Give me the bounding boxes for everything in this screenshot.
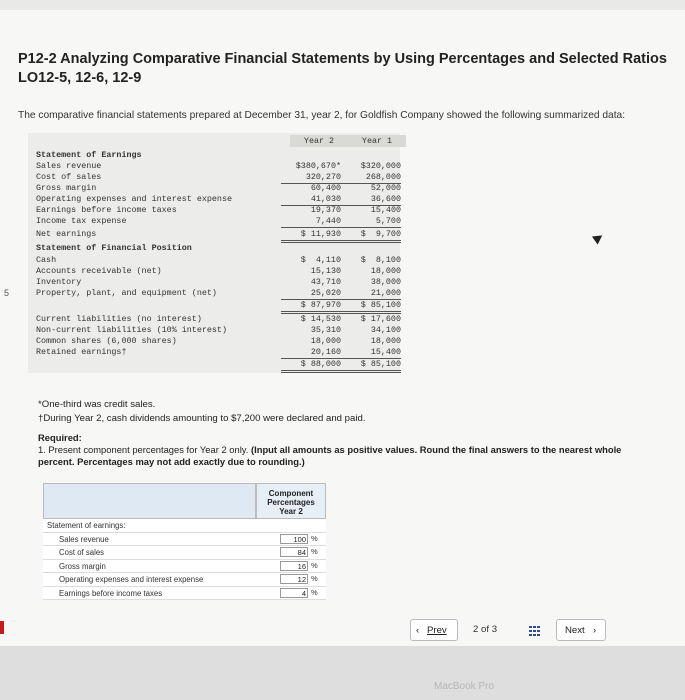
fs-row: Net earnings $ 11,930 $ 9,700 [28,229,400,240]
required-heading: Required: [38,432,82,443]
percentage-input[interactable]: 84 [280,547,308,557]
fs-row: Inventory 43,710 38,000 [36,277,401,287]
year1-header: Year 1 [348,135,406,147]
component-percentages-header: Component Percentages Year 2 [256,483,326,519]
credit-sales-note: *One-third was credit sales. [38,399,156,410]
table-row: Operating expenses and interest expense 12 % [43,573,326,587]
fs-row: Retained earnings† 20,160 15,400 [36,347,401,357]
footnotes [38,398,365,426]
fs-row: Cost of sales 320,270 268,000 [36,172,401,182]
margin-mark: 5 [4,288,10,298]
chevron-right-icon: › [593,625,597,636]
fs-row: Property, plant, and equipment (net) 25,020 21,000 [36,288,401,298]
fs-row-total-liabilities: $ 88,000 $ 85,100 [28,359,400,370]
table-row: Earnings before income taxes 4 % [43,587,326,601]
dividend-note: †During Year 2, cash dividends amounting to $7,200 were declared and paid. [38,413,366,424]
browser-top-bar [0,0,685,10]
fs-row: Non-current liabilities (10% interest) 35,310 34,100 [36,325,401,335]
red-edge-marker [0,621,4,634]
financial-statements-image [28,133,400,373]
fs-row: Income tax expense 7,440 5,700 [36,216,401,226]
percentage-input[interactable]: 4 [280,588,308,598]
next-button[interactable] [556,619,606,641]
required-line: 1. Present component percentages for Year 2 only. [38,444,249,455]
table-row: Cost of sales 84 % [43,546,326,560]
fs-row: Current liabilities (no interest) $ 14,530 $ 17,600 [36,314,401,324]
percentage-input[interactable]: 16 [280,561,308,571]
required-instruction: (Input all amounts as positive values. Round the final answers to the nearest whole percent. Percentages may not add exactly due to rounding.) [38,444,622,467]
fs-row-total-assets: $ 87,970 $ 85,100 [28,300,400,311]
fs-row: Operating expenses and interest expense 41,030 36,600 [36,194,401,204]
chevron-left-icon: ‹ [416,625,420,636]
device-brand-label: MacBook Pro [434,681,495,692]
earnings-heading: Statement of Earnings [36,150,142,160]
answer-table [43,483,326,610]
mouse-cursor-icon [592,231,605,244]
grid-icon[interactable] [529,626,540,636]
fs-row: Sales revenue $380,670* $320,000 [36,161,401,171]
table-row: Gross margin 16 % [43,560,326,574]
position-heading: Statement of Financial Position [36,243,192,253]
fs-row: Gross margin 60,400 52,000 [36,183,401,193]
page-indicator: 2 of 3 [473,624,498,635]
prev-button[interactable] [410,619,458,641]
laptop-bezel [0,646,685,700]
percentage-input[interactable]: 12 [280,574,308,584]
fs-row: Earnings before income taxes 19,370 15,400 [36,205,401,215]
fs-row: Cash $ 4,110 $ 8,100 [36,255,401,265]
year2-header: Year 2 [290,135,348,147]
intro-text: The comparative financial statements prepared at December 31, year 2, for Goldfish Company showed the following summarized data: [18,110,626,121]
page-title: P12-2 Analyzing Comparative Financial Statements by Using Percentages and Selected Ratios LO12-5, 12-6, 12-9 [18,51,667,86]
fs-row: Common shares (6,000 shares) 18,000 18,000 [36,336,401,346]
prev-label: Prev [427,625,447,636]
fs-row: Accounts receivable (net) 15,130 18,000 [36,266,401,276]
table-row: Sales revenue 100 % [43,533,326,547]
percentage-input[interactable]: 100 [280,534,308,544]
next-label: Next [565,625,585,636]
table-row [43,519,326,533]
section-label: Statement of earnings: [47,521,126,530]
required-section [38,432,658,468]
